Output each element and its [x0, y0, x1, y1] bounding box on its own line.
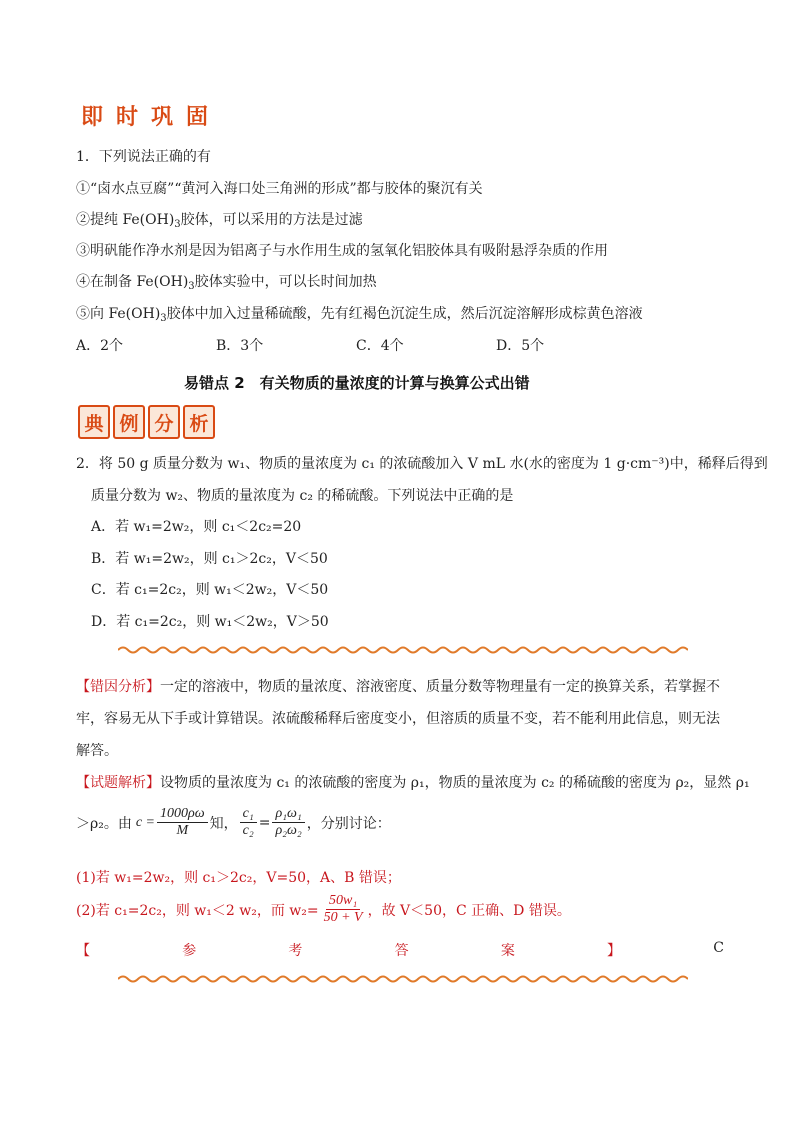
q1-choices: [76, 335, 636, 355]
wave-divider: [118, 645, 688, 655]
q2-option-b: B．若 w₁=2w₂，则 c₁＞2c₂，V＜50: [91, 551, 328, 567]
q1-statement-3: ③明矾能作净水剂是因为铝离子与水作用生成的氢氧化铝胶体具有吸附悬浮杂质的作用: [76, 243, 608, 259]
solution-case-2: (2)若 c₁=2c₂，则 w₁＜2 w₂，而 w₂= $\frac{\text{50w₁}}{50 + V}$ ，故 V＜50，C 正确、D 错误。: [76, 893, 571, 925]
banner-char: 即: [80, 104, 103, 130]
q2-option-c: C．若 c₁=2c₂，则 w₁＜2w₂，V＜50: [91, 582, 329, 598]
q1-statement-1: ①“卤水点豆腐”“黄河入海口处三角洲的形成”都与胶体的聚沉有关: [76, 181, 483, 197]
banner-typical-example: [78, 405, 215, 439]
choice-d: D．5个: [496, 338, 545, 354]
reference-answer: 【 参 考 答 案 】 C: [76, 940, 724, 959]
banner-char: 分: [148, 405, 180, 439]
q2-line-1: 2．将 50 g 质量分数为 w₁、物质的量浓度为 c₁ 的浓硫酸加入 V mL 水(水的密度为 1 g·cm⁻³)中，稀释后得到: [76, 456, 768, 472]
q2-option-a: A．若 w₁=2w₂，则 c₁＜2c₂=20: [91, 519, 302, 535]
solution-case-1: (1)若 w₁=2w₂，则 c₁＞2c₂，V=50，A、B 错误；: [76, 870, 401, 886]
choice-c: C．4个: [356, 338, 404, 354]
solution-line-1: 【试题解析】设物质的量浓度为 c₁ 的浓硫酸的密度为 ρ₁，物质的量浓度为 c₂ 的稀硫酸的密度为 ρ₂，显然 ρ₁: [76, 775, 750, 791]
banner-char: 典: [78, 405, 110, 439]
analysis-line-2: 牢，容易无从下手或计算错误。浓硫酸稀释后密度变小，但溶质的质量不变，若不能利用此信息，则无法: [76, 711, 720, 727]
q2-option-d: D．若 c₁=2c₂，则 w₁＜2w₂，V＞50: [91, 614, 329, 630]
q1-statement-2: ②提纯 $Fe(OH)_3$胶体，可以采用的方法是过滤: [76, 212, 363, 230]
choice-a: A．2个: [76, 338, 124, 354]
banner-char: 析: [183, 405, 215, 439]
q1-statement-5: ⑤向 $Fe(OH)_3$胶体中加入过量稀硫酸，先有红褐色沉淀生成，然后沉淀溶解形成棕黄色溶液: [76, 306, 643, 324]
choice-b: B．3个: [216, 338, 264, 354]
q1-stem: 1．下列说法正确的有: [76, 149, 211, 165]
banner-instant-review: [76, 100, 213, 130]
solution-label: 【试题解析】: [76, 775, 160, 791]
formula-ratio-right: $\frac{\text{ρ₁ω₁}}{\text{ρ₂ω₂}}$: [272, 806, 304, 839]
analysis-line-3: 解答。: [76, 743, 118, 759]
banner-char: 固: [185, 104, 208, 130]
banner-char: 时: [115, 104, 138, 130]
solution-line-2: ＞ρ₂。由 c = $\frac{1000\rho\omega}{M}$ 知， $\frac{\text{c₁}}{\text{c₂}}$ = $\frac{\text{ρ₁ω₁}}{\text{ρ₂ω₂}}$ ，分别讨论：: [76, 806, 391, 838]
formula-w2: $\frac{\text{50w₁}}{50 + V}$: [323, 893, 363, 925]
banner-char: 例: [113, 405, 145, 439]
section-title: 易错点 2 有关物质的量浓度的计算与换算公式出错: [184, 374, 530, 392]
wave-divider: [118, 974, 688, 984]
analysis-line-1: 【错因分析】一定的溶液中，物质的量浓度、溶液密度、质量分数等物理量有一定的换算关系，若掌握不: [76, 679, 720, 695]
answer-value: C: [713, 940, 724, 956]
q1-statement-4: ④在制备 $Fe(OH)_3$胶体实验中，可以长时间加热: [76, 274, 377, 292]
q2-line-2: 质量分数为 w₂、物质的量浓度为 c₂ 的稀硫酸。下列说法中正确的是: [91, 488, 514, 504]
formula-ratio-left: $\frac{\text{c₁}}{\text{c₂}}$: [240, 806, 257, 839]
analysis-label: 【错因分析】: [76, 679, 160, 695]
formula-concentration: $\frac{1000\rho\omega}{M}$: [157, 806, 208, 839]
banner-char: 巩: [150, 104, 173, 130]
